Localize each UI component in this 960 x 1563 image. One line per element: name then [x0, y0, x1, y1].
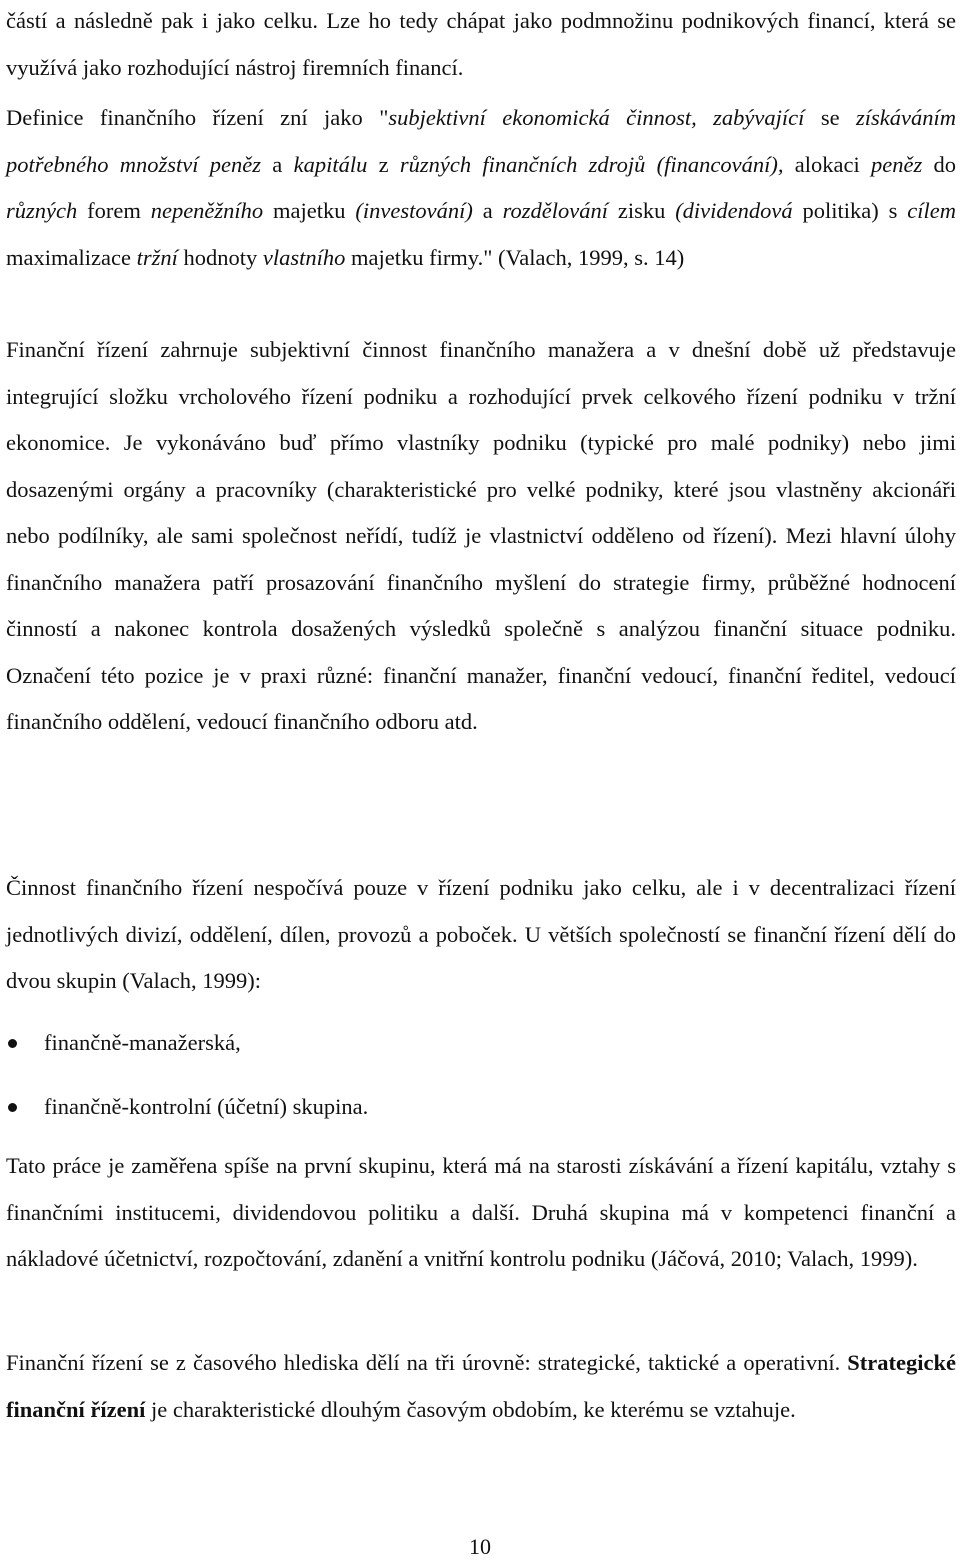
text-run: zisku [607, 198, 676, 223]
bullet-icon [8, 1039, 17, 1048]
italic-run: různých finančních zdrojů (financování), [399, 151, 784, 177]
text-run: majetku [263, 198, 356, 223]
italic-run: různých [6, 198, 78, 223]
italic-run: rozdělování [502, 198, 608, 223]
text-run: majetku firmy." (Valach, 1999, s. 14) [345, 244, 685, 270]
text-run: z [367, 151, 400, 177]
italic-run: získáváním potřebného množství peněz [6, 105, 956, 177]
text-run: se [804, 105, 856, 130]
text-run: politika) s [792, 198, 908, 223]
text-run: Tato práce je zaměřena spíše na první skupinu, která má na starosti získávání a řízení kapitálu, vztahy s finančními institucemi, dividendovou politiku a další. Druhá skupina má v kompetenci finanční a nákladové účetnictví, rozpočtování, zdanění a vnitřní kontrolu podniku (Jáčová, 2010; Valach, 1999). [6, 1153, 956, 1271]
paragraph-activity [6, 865, 956, 1005]
page-number: 10 [469, 1534, 491, 1559]
paragraph-definition [6, 95, 956, 281]
paragraph-focus [6, 1143, 956, 1283]
bold-run: Strategické finanční řízení [6, 1350, 956, 1422]
text-run: do [922, 151, 956, 177]
italic-run: nepeněžního [150, 198, 264, 223]
italic-run: peněz [870, 151, 923, 177]
paragraph-levels [6, 1340, 956, 1433]
italic-run: vlastního [262, 244, 346, 270]
italic-run: tržní [136, 244, 178, 270]
text-run: částí a následně pak i jako celku. Lze ho tedy chápat jako podmnožinu podnikových financí, která se využívá jako rozhodující nástroj firemních financí. [6, 8, 956, 80]
text-run: a [472, 198, 503, 223]
text-run: Činnost finančního řízení nespočívá pouze v řízení podniku jako celku, ale i v decentralizaci řízení jednotlivých divizí, oddělení, dílen, provozů a poboček. U větších společností se finanční řízení dělí do dvou skupin (Valach, 1999): [6, 875, 956, 993]
text-run: hodnoty [177, 244, 263, 270]
italic-run: (dividendová [675, 198, 793, 223]
text-run: a [261, 151, 294, 177]
italic-run: kapitálu [293, 151, 368, 177]
text-run: Definice finančního řízení zní jako " [6, 105, 389, 130]
text-run: forem [77, 198, 151, 223]
bullet-text: finančně-manažerská, [44, 1030, 241, 1055]
text-run: alokaci [783, 151, 871, 177]
paragraph-1 [6, 0, 956, 91]
italic-run: cílem [907, 198, 956, 223]
text-run: je charakteristické dlouhým časovým obdobím, ke kterému se vztahuje. [145, 1396, 796, 1422]
text-run: Finanční řízení se z časového hlediska dělí na tři úrovně: strategické, taktické a operativní. [6, 1350, 848, 1375]
italic-run: (investování) [355, 198, 473, 223]
paragraph-financial-management [6, 327, 956, 746]
text-run: maximalizace [6, 244, 137, 270]
bullet-icon [8, 1103, 17, 1112]
bullet-text: finančně-kontrolní (účetní) skupina. [44, 1094, 369, 1119]
text-run: Finanční řízení zahrnuje subjektivní činnost finančního manažera a v dnešní době už představuje integrující složku vrcholového řízení podniku a rozhodující prvek celkového řízení podniku v tržní ekonomice. Je vykonáváno buď přímo vlastníky podniku (typické pro malé podniky) nebo jimi dosazenými orgány a pracovníky (charakteristické pro velké podniky, které jsou vlastněny akcionáři nebo podílníky, ale sami společnost neřídí, tudíž je vlastnictví odděleno od řízení). Mezi hlavní úlohy finančního manažera patří prosazování finančního myšlení do strategie firmy, průběžné hodnocení činností a nakonec kontrola dosažených výsledků společně s analýzou finanční situace podniku. Označení této pozice je v praxi různé: finanční manažer, finanční vedoucí, finanční ředitel, vedoucí finančního oddělení, vedoucí finančního odboru atd. [6, 337, 956, 734]
italic-run: subjektivní ekonomická činnost, zabývající [388, 105, 805, 130]
